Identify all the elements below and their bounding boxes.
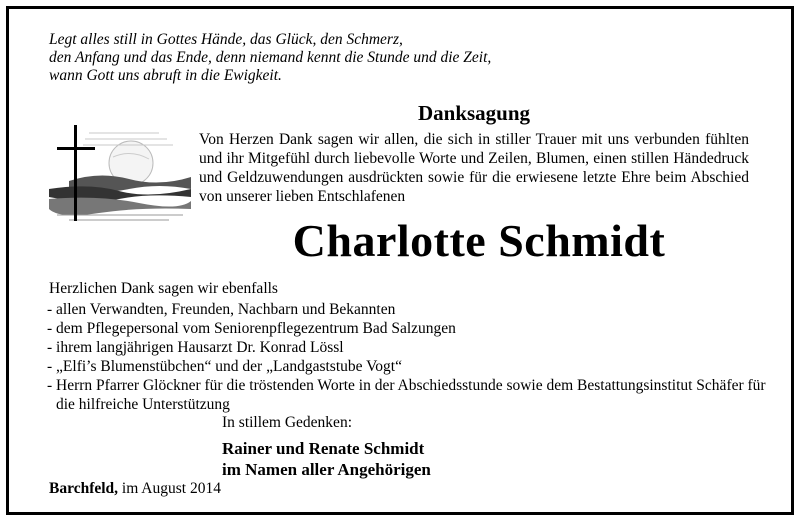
footer xyxy=(49,480,221,498)
signer-line: im Namen aller Angehörigen xyxy=(222,460,431,479)
list-item: - „Elfi’s Blumenstübchen“ und der „Landgaststube Vogt“ xyxy=(47,358,402,375)
heading: Danksagung xyxy=(417,101,531,125)
signers xyxy=(222,438,431,480)
closing-line: In stillem Gedenken: xyxy=(222,414,352,431)
deceased-name: Charlotte Schmidt xyxy=(292,215,666,266)
intro-text: Von Herzen Dank sagen wir allen, die sich in stiller Trauer mit uns verbunden fühlten und ihr Mitgefühl durch liebevolle Worte und Zeilen, Blumen, einen stillen Händedruck und Geldzuwendungen ausdrückten sowie für die erwiesene letzte Ehre beim Abschied von unserer lieben Entschlafenen xyxy=(199,131,749,205)
thanks-intro: Herzlichen Dank sagen wir ebenfalls xyxy=(49,280,278,297)
signer-line: Rainer und Renate Schmidt xyxy=(222,439,425,458)
poem xyxy=(49,31,769,85)
footer-place: Barchfeld, xyxy=(49,480,119,497)
list-item: - Herrn Pfarrer Glöckner für die tröstenden Worte in der Abschiedsstunde sowie dem Bestattungsinstitut Schäfer für die hilfreiche Unterstützung xyxy=(47,377,766,413)
cross-landscape-illustration xyxy=(49,123,191,225)
thanks-list xyxy=(47,300,767,414)
poem-line: den Anfang und das Ende, denn niemand kennt die Stunde und die Zeit, xyxy=(49,49,492,66)
obituary-card xyxy=(6,6,794,515)
poem-line: Legt alles still in Gottes Hände, das Glück, den Schmerz, xyxy=(49,31,403,48)
list-item: - dem Pflegepersonal vom Seniorenpflegezentrum Bad Salzungen xyxy=(47,320,456,337)
list-item: - ihrem langjährigen Hausarzt Dr. Konrad Lössl xyxy=(47,339,344,356)
list-item: - allen Verwandten, Freunden, Nachbarn und Bekannten xyxy=(47,301,396,318)
footer-date: im August 2014 xyxy=(121,480,221,497)
poem-line: wann Gott uns abruft in die Ewigkeit. xyxy=(49,67,282,84)
